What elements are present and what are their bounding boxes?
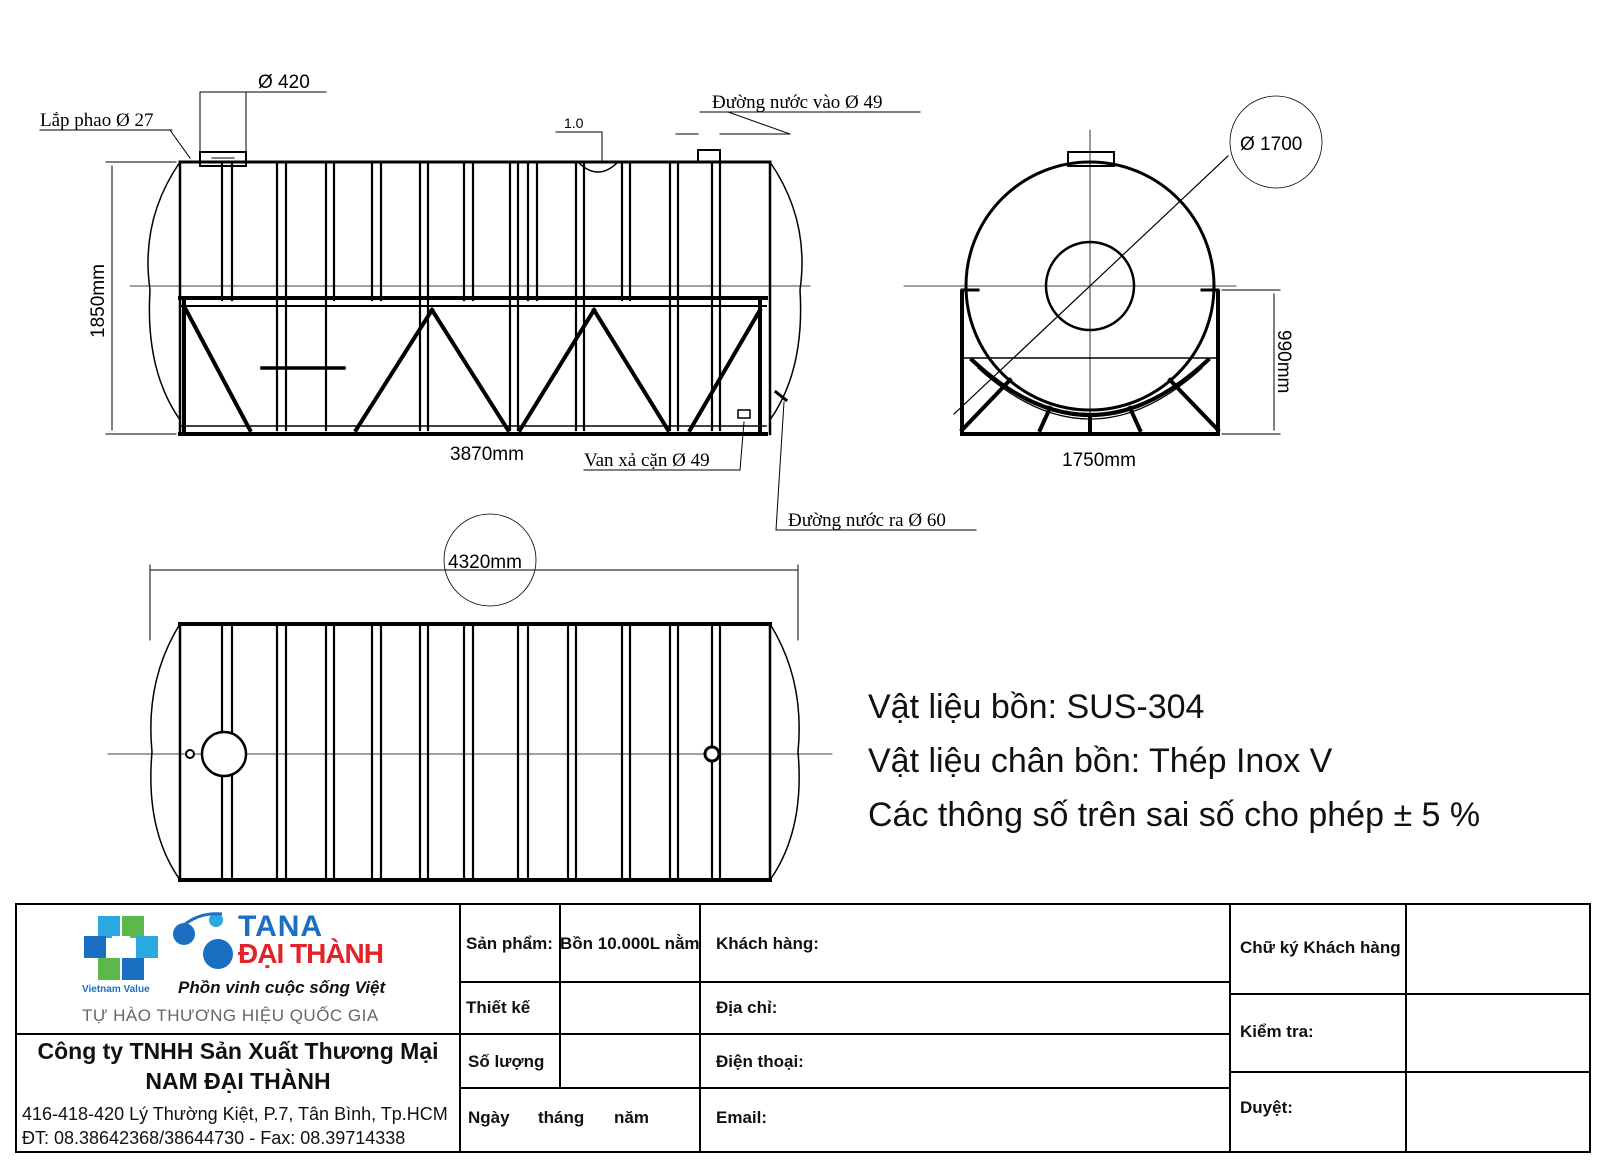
tank-diameter-label: Ø 1700	[1240, 134, 1303, 155]
brand-slogan: Phồn vinh cuộc sống Việt	[178, 978, 386, 997]
note-stand-material: Vật liệu chân bồn: Thép Inox V	[868, 742, 1333, 780]
brand-pride: TỰ HÀO THƯƠNG HIỆU QUỐC GIA	[82, 1006, 379, 1025]
customer-signature-label: Chữ ký Khách hàng	[1240, 938, 1401, 957]
customer-label: Khách hàng:	[716, 934, 819, 953]
brand-name-bottom: ĐẠI THÀNH	[238, 938, 383, 969]
vent-size-label: 1.0	[564, 115, 584, 131]
stand-height-label: 990mm	[1273, 330, 1294, 394]
brand-logo-area	[16, 906, 460, 1032]
brand-name-top: TANA	[238, 910, 324, 943]
brand-badge: Vietnam Value	[82, 984, 150, 995]
phone-label: Điện thoại:	[716, 1052, 804, 1071]
outlet-pipe-label: Đường nước ra Ø 60	[788, 510, 946, 531]
design-label: Thiết kế	[466, 998, 531, 1017]
height-dimension-label: 1850mm	[88, 264, 109, 338]
body-length-label: 3870mm	[450, 444, 524, 465]
email-label: Email:	[716, 1108, 768, 1127]
stand-width-label: 1750mm	[1062, 450, 1136, 471]
approve-label: Duyệt:	[1240, 1098, 1293, 1117]
quantity-label: Số lượng	[468, 1052, 545, 1071]
company-address: 416-418-420 Lý Thường Kiệt, P.7, Tân Bình, Tp.HCM	[22, 1104, 448, 1124]
drain-valve-label: Van xả cặn Ø 49	[584, 450, 710, 471]
address-label: Địa chỉ:	[716, 998, 778, 1017]
note-tank-material: Vật liệu bồn: SUS-304	[868, 688, 1205, 726]
company-line-2: NAM ĐẠI THÀNH	[145, 1068, 331, 1094]
check-label: Kiểm tra:	[1240, 1022, 1314, 1041]
date-day-label: Ngày	[468, 1108, 510, 1127]
date-month-label: tháng	[538, 1108, 585, 1127]
material-notes	[868, 680, 1480, 842]
inlet-pipe-label: Đường nước vào Ø 49	[712, 92, 883, 113]
float-cap-label: Lắp phao Ø 27	[40, 110, 154, 131]
company-line-1: Công ty TNHH Sản Xuất Thương Mại	[37, 1038, 439, 1064]
total-length-label: 4320mm	[448, 552, 522, 573]
company-name	[16, 1036, 460, 1096]
product-value: Bồn 10.000L nằm	[560, 934, 700, 953]
product-label: Sản phẩm:	[466, 934, 553, 953]
manhole-diameter-label: Ø 420	[258, 72, 310, 93]
date-year-label: năm	[614, 1108, 649, 1127]
company-phone: ĐT: 08.38642368/38644730 - Fax: 08.39714338	[22, 1128, 406, 1148]
note-tolerance: Các thông số trên sai số cho phép ± 5 %	[868, 796, 1481, 834]
